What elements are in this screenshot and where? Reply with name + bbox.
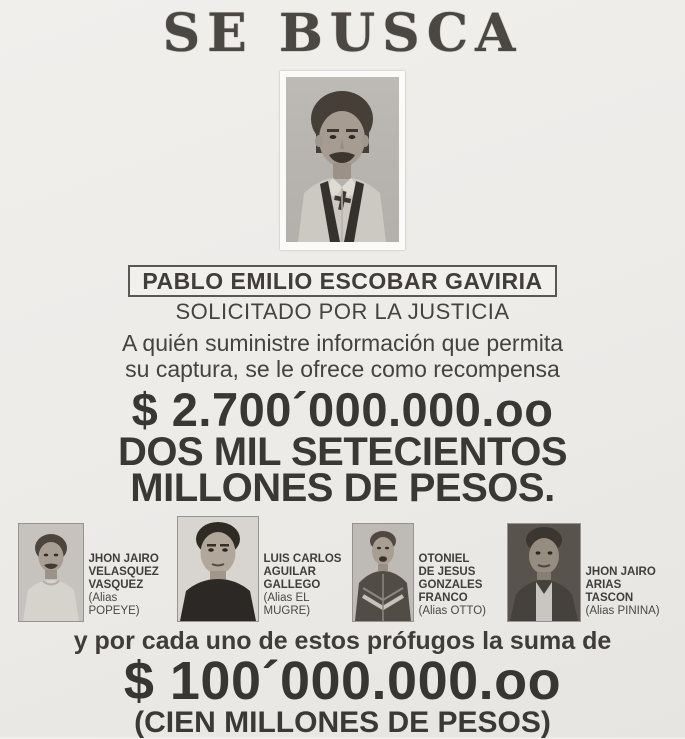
fugitive-caption-popeye [89, 553, 171, 622]
secondary-reward-intro: y por cada uno de estos prófugos la suma de [73, 627, 612, 655]
fugitive-name-line: ARIAS [585, 579, 622, 591]
fugitive-name-line: LUIS CARLOS [263, 553, 342, 565]
fugitive-caption-otto [419, 553, 501, 622]
fugitive-name-line: VASQUEZ [88, 579, 144, 591]
fugitive-alias: (Alias OTTO) [418, 605, 487, 617]
fugitives-row [0, 514, 685, 622]
fugitive-item-popeye [18, 523, 171, 622]
reward-intro-line2: su captura, se le ofrece como recompensa [125, 356, 560, 382]
fugitive-photo-pinina [507, 523, 581, 622]
fugitive-name-line: GONZALES [418, 579, 483, 591]
fugitive-item-otto [352, 523, 501, 622]
fugitive-photo-el-mugre [177, 516, 259, 622]
fugitive-name-line: JHON JAIRO [585, 566, 656, 578]
fugitive-name-line: GALLEGO [263, 579, 321, 591]
fugitive-name-line: TASCON [585, 592, 634, 604]
fugitive-item-el-mugre [177, 516, 346, 622]
main-suspect-name: PABLO EMILIO ESCOBAR GAVIRIA [142, 268, 543, 294]
reward-amount: $ 2.700´000.000.oo [131, 383, 554, 436]
reward-intro [0, 330, 685, 382]
fugitive-photo-otto [352, 523, 414, 622]
secondary-reward-words: (CIEN MILLONES DE PESOS) [134, 706, 551, 739]
poster-title: SE BUSCA [162, 3, 523, 64]
fugitive-name-line: VELASQUEZ [88, 566, 159, 578]
fugitive-caption-el-mugre [264, 553, 346, 622]
reward-words-line1: DOS MIL SETECIENTOS [117, 430, 568, 474]
fugitive-alias: (Alias EL MUGRE) [263, 592, 311, 617]
fugitive-name-line: AGUILAR [263, 566, 316, 578]
fugitive-photo-popeye [18, 523, 84, 622]
secondary-reward-amount: $ 100´000.000.oo [123, 651, 562, 711]
fugitive-name-line: JHON JAIRO [88, 553, 159, 565]
main-suspect-name-box [128, 265, 556, 297]
fugitive-name-line: DE JESUS [418, 566, 476, 578]
main-suspect-photo [280, 71, 405, 250]
escobar-portrait-image [286, 77, 399, 242]
fugitive-name-line: OTONIEL [418, 553, 470, 565]
fugitive-caption-pinina [586, 566, 668, 622]
subtitle: SOLICITADO POR LA JUSTICIA [175, 299, 510, 324]
reward-amount-words [0, 430, 685, 510]
reward-intro-line1: A quién suministre información que permita [121, 330, 564, 356]
fugitive-alias: (Alias POPEYE) [88, 592, 140, 617]
name-box-row [0, 265, 685, 297]
fugitive-item-pinina [507, 523, 668, 622]
fugitive-alias: (Alias PININA) [585, 605, 660, 617]
reward-words-line2: MILLONES DE PESOS. [130, 466, 555, 510]
fugitive-name-line: FRANCO [418, 592, 468, 604]
